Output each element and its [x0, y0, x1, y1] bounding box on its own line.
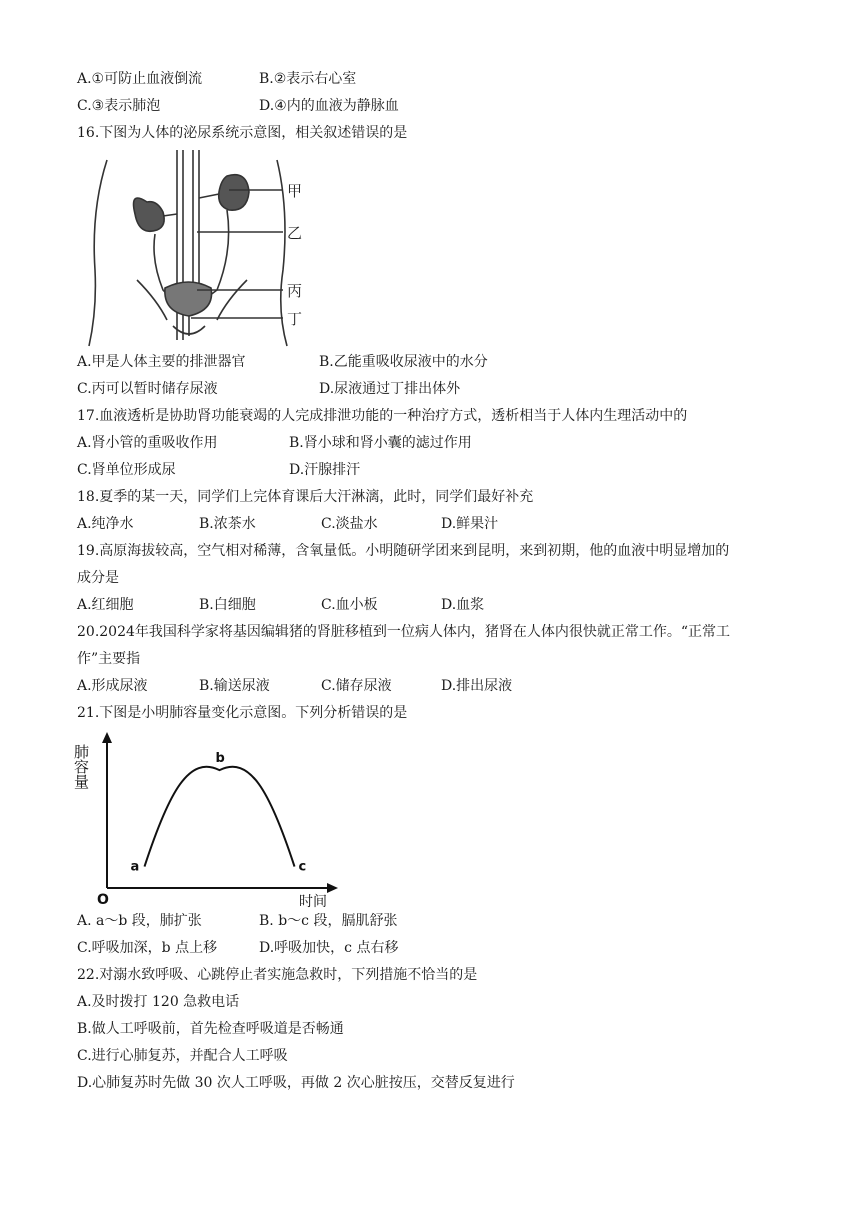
point-label-b: b: [215, 751, 225, 767]
left-kidney: [134, 198, 165, 231]
q19-option-c: C.血小板: [321, 597, 378, 613]
q17-option-c: C.肾单位形成尿: [77, 462, 176, 478]
point-label-c: c: [298, 859, 307, 875]
q16-option-c: C.丙可以暂时储存尿液: [77, 381, 218, 397]
q20-stem-line2: 作”主要指: [77, 651, 141, 667]
urinary-system-figure: [77, 150, 317, 346]
q15-option-a: A.①可防止血液倒流: [77, 71, 203, 87]
q21-option-b: B. b～c 段，膈肌舒张: [259, 913, 398, 929]
q21-option-c: C.呼吸加深，b 点上移: [77, 940, 218, 956]
q17-option-b: B.肾小球和肾小囊的滤过作用: [289, 435, 472, 451]
bladder: [165, 282, 212, 316]
q21-option-a: A. a～b 段，肺扩张: [77, 913, 202, 929]
q15-option-b: B.②表示右心室: [259, 71, 357, 87]
q16-option-b: B.乙能重吸收尿液中的水分: [319, 354, 488, 370]
q17-stem: 17.血液透析是协助肾功能衰竭的人完成排泄功能的一种治疗方式，透析相当于人体内生理活动中的: [77, 408, 688, 424]
q17-option-a: A.肾小管的重吸收作用: [77, 435, 218, 451]
q18-option-d: D.鲜果汁: [441, 516, 499, 532]
right-kidney: [219, 175, 249, 210]
q20-option-d: D.排出尿液: [441, 678, 513, 694]
y-axis-label: 肺容量: [72, 744, 90, 789]
q18-option-c: C.淡盐水: [321, 516, 378, 532]
q18-stem: 18.夏季的某一天，同学们上完体育课后大汗淋漓，此时，同学们最好补充: [77, 489, 534, 505]
origin-label: O: [97, 892, 109, 908]
right-ureter: [209, 210, 229, 296]
q15-option-c: C.③表示肺泡: [77, 98, 161, 114]
q19-option-a: A.红细胞: [77, 597, 134, 613]
label-ding: 丁: [287, 310, 303, 328]
label-yi: 乙: [287, 224, 303, 242]
q22-option-d: D.心肺复苏时先做 30 次人工呼吸，再做 2 次心脏按压，交替反复进行: [77, 1075, 515, 1091]
lung-volume-chart: [72, 730, 347, 910]
x-axis-arrow: [327, 883, 338, 893]
q17-option-d: D.汗腺排汗: [289, 462, 361, 478]
q16-option-d: D.尿液通过丁排出体外: [319, 381, 461, 397]
q21-option-d: D.呼吸加快，c 点右移: [259, 940, 399, 956]
q16-option-a: A.甲是人体主要的排泄器官: [77, 354, 246, 370]
q19-stem-line2: 成分是: [77, 570, 119, 586]
q20-stem-line1: 20.2024年我国科学家将基因编辑猪的肾脏移植到一位病人体内，猪肾在人体内很快就正常工作。“正常工: [77, 624, 731, 640]
label-bing: 丙: [287, 282, 303, 300]
q16-stem: 16.下图为人体的泌尿系统示意图，相关叙述错误的是: [77, 125, 408, 141]
q22-option-a: A.及时拨打 120 急救电话: [77, 994, 240, 1010]
y-axis-arrow: [102, 732, 112, 743]
q15-option-d: D.④内的血液为静脉血: [259, 98, 399, 114]
q19-option-d: D.血浆: [441, 597, 485, 613]
q22-stem: 22.对溺水致呼吸、心跳停止者实施急救时，下列措施不恰当的是: [77, 967, 478, 983]
q20-option-b: B.输送尿液: [199, 678, 270, 694]
q18-option-a: A.纯净水: [77, 516, 134, 532]
q20-option-a: A.形成尿液: [77, 678, 148, 694]
body-outline-left: [89, 160, 107, 346]
label-jia: 甲: [287, 182, 303, 200]
q18-option-b: B.浓茶水: [199, 516, 256, 532]
q20-option-c: C.储存尿液: [321, 678, 392, 694]
lung-volume-curve: [145, 767, 295, 867]
q22-option-b: B.做人工呼吸前，首先检查呼吸道是否畅通: [77, 1021, 344, 1037]
q21-stem: 21.下图是小明肺容量变化示意图。下列分析错误的是: [77, 705, 408, 721]
x-axis-label: 时间: [299, 894, 327, 910]
q22-option-c: C.进行心肺复苏，并配合人工呼吸: [77, 1048, 288, 1064]
q19-option-b: B.白细胞: [199, 597, 256, 613]
q19-stem-line1: 19.高原海拔较高，空气相对稀薄，含氧量低。小明随研学团来到昆明，来到初期，他的血液中明显增加的: [77, 543, 730, 559]
point-label-a: a: [130, 859, 140, 875]
